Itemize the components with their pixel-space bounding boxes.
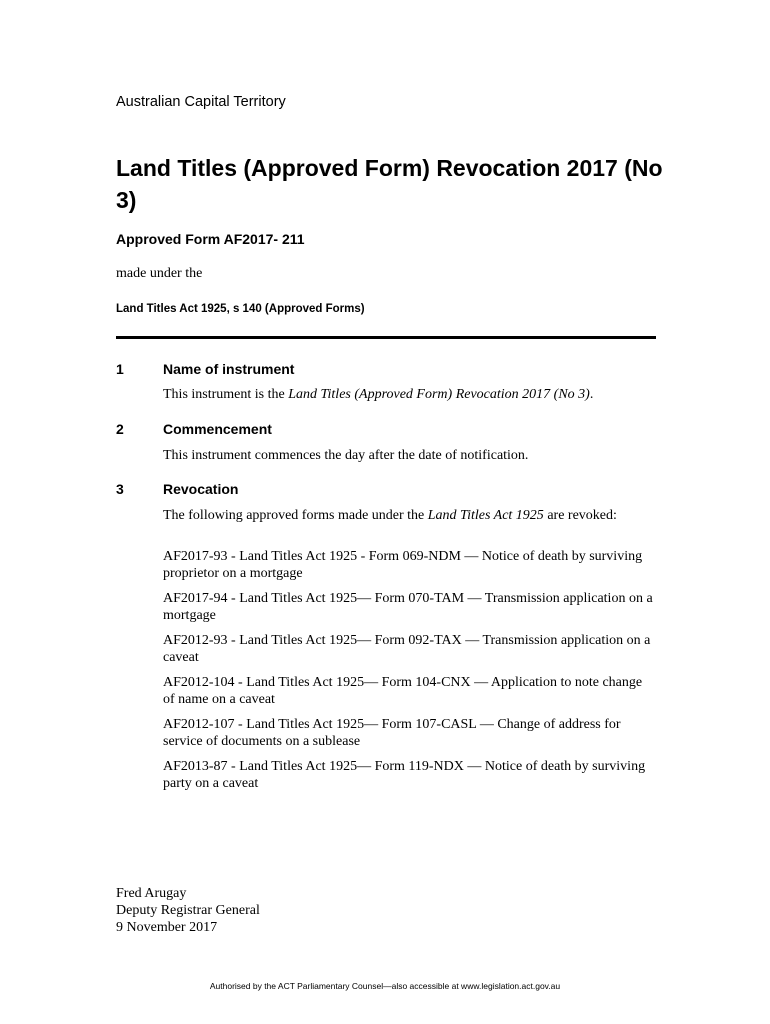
signatory-position: Deputy Registrar General	[116, 903, 260, 918]
section-1-text-suffix: .	[589, 387, 594, 402]
form-number: Approved Form AF2017- 211	[116, 231, 305, 247]
section-3-number: 3	[116, 481, 124, 497]
section-1-text-prefix: This instrument is the	[163, 387, 289, 402]
instrument-title: Land Titles (Approved Form) Revocation 2017 (No 3)	[116, 155, 663, 213]
jurisdiction: Australian Capital Territory	[116, 94, 286, 110]
revoked-form-item: AF2012-104 - Land Titles Act 1925— Form 104-CNX — Application to note change of name on a caveat	[163, 675, 643, 707]
section-1-instrument-name: Land Titles (Approved Form) Revocation 2017 (No 3)	[288, 387, 590, 402]
footer-authorisation: Authorised by the ACT Parliamentary Counsel—also accessible at www.legislation.act.gov.au	[209, 981, 561, 991]
revoked-form-item: AF2012-93 - Land Titles Act 1925— Form 092-TAX — Transmission application on a caveat	[163, 633, 651, 665]
signature-date: 9 November 2017	[116, 920, 218, 935]
section-1-text	[163, 386, 655, 403]
section-3-intro	[163, 507, 655, 524]
revoked-form-item: AF2012-107 - Land Titles Act 1925— Form 107-CASL — Change of address for service of documents on a sublease	[163, 717, 621, 749]
section-1-heading: Name of instrument	[163, 361, 295, 377]
section-3-heading: Revocation	[163, 481, 239, 497]
section-2-heading: Commencement	[163, 421, 272, 437]
signatory-name: Fred Arugay	[116, 886, 187, 901]
made-under-text: made under the	[116, 266, 203, 281]
act-reference: Land Titles Act 1925, s 140 (Approved Forms)	[116, 303, 365, 315]
section-3-intro-suffix: are revoked:	[543, 508, 617, 523]
section-3-act-name: Land Titles Act 1925	[427, 508, 544, 523]
section-2-text: This instrument commences the day after the date of notification.	[163, 448, 529, 463]
header-divider	[116, 336, 656, 339]
section-2-number: 2	[116, 421, 124, 437]
revoked-form-item: AF2013-87 - Land Titles Act 1925— Form 119-NDX — Notice of death by surviving party on a caveat	[163, 759, 646, 791]
revoked-form-item: AF2017-94 - Land Titles Act 1925— Form 070-TAM — Transmission application on a mortgage	[163, 591, 653, 623]
revoked-form-item: AF2017-93 - Land Titles Act 1925 - Form 069-NDM — Notice of death by surviving proprietor on a mortgage	[163, 549, 643, 581]
section-3-intro-prefix: The following approved forms made under the	[163, 508, 428, 523]
signature-block	[116, 885, 260, 936]
section-1-number: 1	[116, 361, 124, 377]
